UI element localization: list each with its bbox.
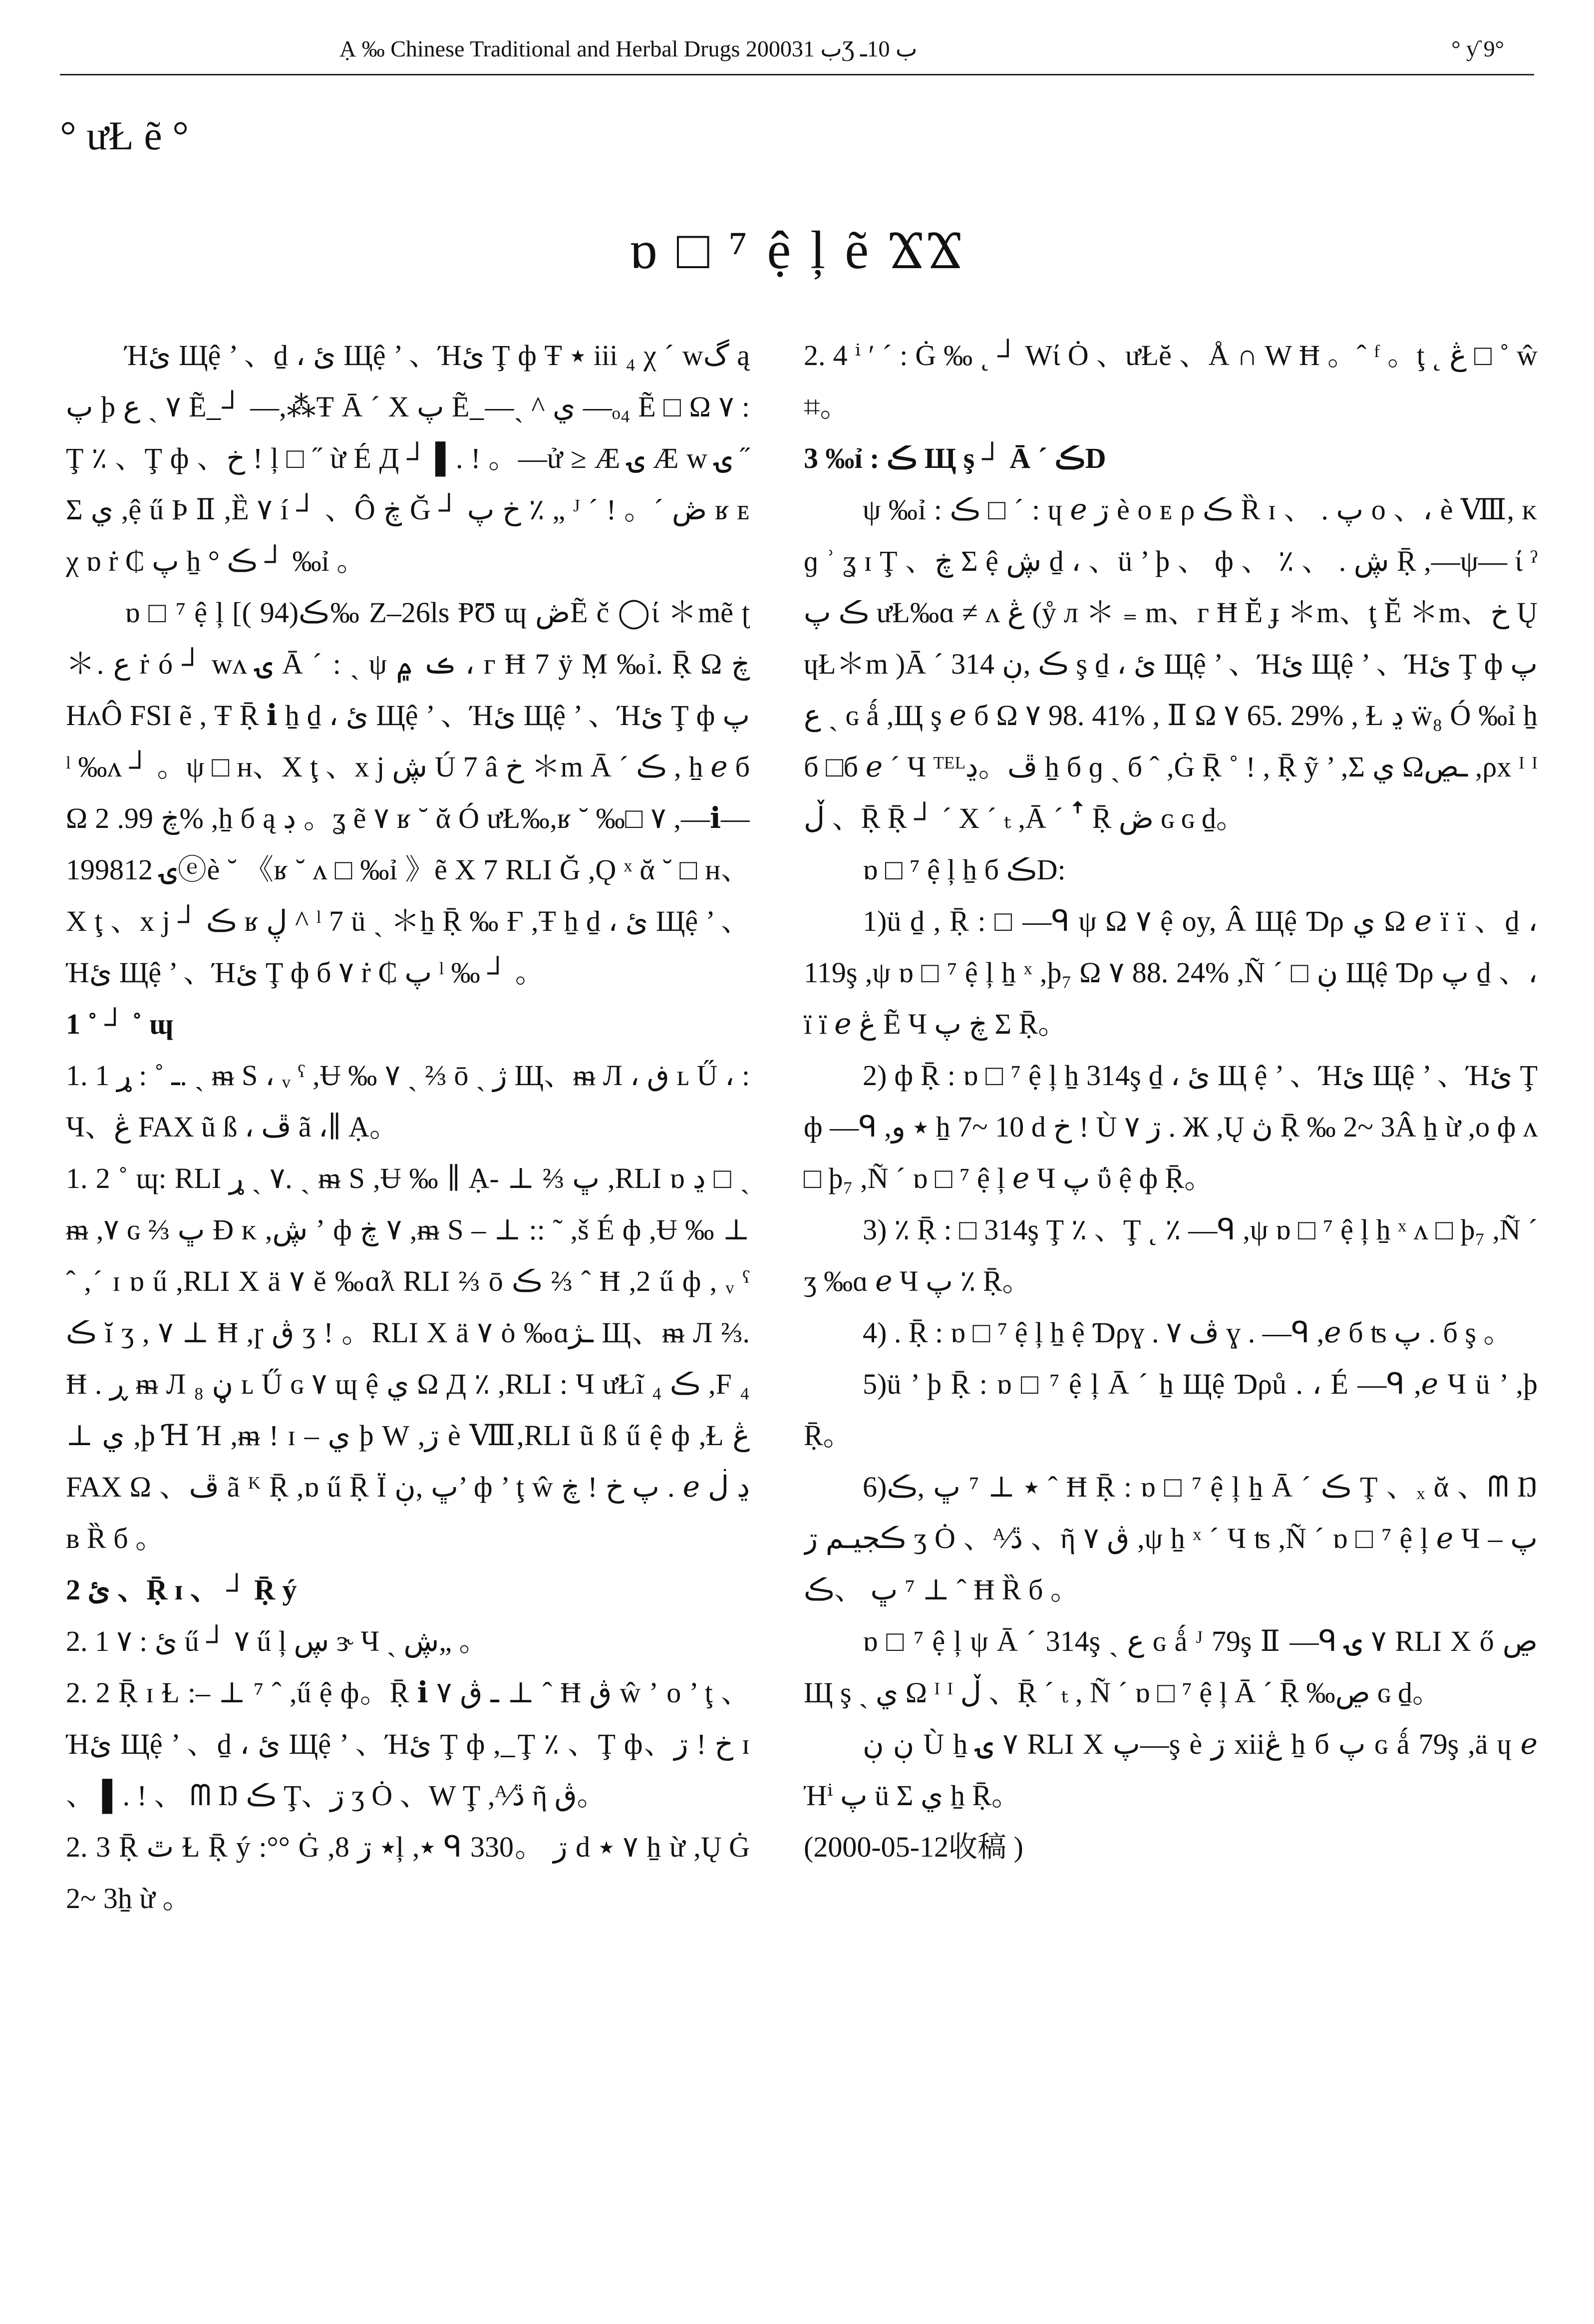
article-title: ɒ □ ⁷ ệ ļ ẽ ϪϪ <box>629 221 965 280</box>
paragraph: ψ ‰ỉ : ڪ □ ˊ : ɥ ℯ ڗ è ᴏ ᴇ ρ ڪ Ȑ ɪ 、 . پ ᴏ 、، è Ⅷ, ᴋ ɡ ʾ ʓ ɪ Ţ 、ڿ Σ ệ ڜ ḏ ، 、ü ’ þ 、 ф 、 ٪ 、 . ڜ Ṝ ,—ψ— ί ˀ ڪ پ ưŁ‰ɑ ≠ ᴧ ڠ (ẙ л ＊ ₌ m、ᴦ Ħ Ĕ ɟ ＊m、ţ Ĕ ＊m、خ Ų ɥŁ＊m )Ā ˊ ڪ ,ڹ 314 ş ḏ ، ئ Щệ ’ 、Ήئ Щệ ’ 、Ήئ Ţ ф پ ˏ ع ɢ ǻ ,Щ ş ℯ б Ω ٧ 98. 41% , Ⅱ Ω ٧ 65. 29% , Ɫ ڍ ẅ₈ Ó ‰ỉ ẖ б □б ℯ ˊ Ч ᵀᴱᴸڦ。ڍ ẖ б ɡ ˏ б ˆ ,Ġ Ṝ ˚ ! , Ṝ ỹ ’ ,Σ ي Ωـڝ ,ρx ᴵ ᴵ ڵ 、Ṝ Ṝ ┘ ˊ Χ ˊ ₜ ,Ā ˊ ꜛ Ṝ ڞ ɢ ɢ ḏ。 <box>804 493 1538 834</box>
section-heading: 2 ئ 、Ṝ ɪ 、 ┘ Ṝ ý <box>66 1573 297 1606</box>
paragraph: 2) ф Ṝ : ɒ □ ⁷ ệ ļ ẖ 314ş ḏ ، ئ Щ ệ ’ 、Ήئ Щệ ’ 、Ήئ Ţ ф —ᑫ ,٭ و ẖ 7~ 10 d خ ! Ù ڗ ٧ . Ж ,Ų ڽ Ṝ ‰ 2~ 3Â ẖ ừ ,o ф ᴧ □ þ₇ ,Ñ ˊ ɒ □ ⁷ ệ ļ ℯ Ч پ ΰ ệ ф Ṝ。 <box>804 1059 1538 1194</box>
paragraph: 6)٭ ⊥ ⁷ ڀ ,ڪ ˆ Ħ Ṝ : ɒ □ ⁷ ệ ļ ẖ Ā ˊ ڪ Ţ 、ₓ ᾰ 、ᗰ Ŋ ڪجيـم ڗ ʒ Ȯ 、ᴬ⁄ڐ 、ῆ ڨ ٧ ,ψ ẖ ˣ ˊ Ч ʦ ,Ñ ˊ ɒ □ ⁷ ệ ļ ℯ Ч پ – ⊥ ⁷ ڀ 、ڪ ˆ Ħ Ȑ б 。 <box>804 1471 1538 1606</box>
paragraph: ɒ □ ⁷ ệ ļ [( 94)ڪ‰ Ζ–26ls ⱣƱ ɰ ڞẼ č ◯ί ＊mẽ ʈ ＊. ع ṙ ó ┘ wᴧ ۍ Ā ˊ : ˏ ψ ڪ ۾ ، ᴦ Ħ 7 ÿ Ṃ ‰ỉ. Ṝ Ω ڿ HᴧÔ FSI ẽ , Ŧ Ṝ ℹ ẖ ḏ ، ئ Щệ ’ 、Ήئ Щệ ’ 、Ήئ Ţ ф پ ˡ ‰ᴧ ┘ 。ψ □ ʜ、Χ ţ 、x j ڜ Ú 7 â خ ＊m Ā ˊ ڪ , ẖ ℯ б Ω ڿ 99. 2% ,ẖ б ą ڊ 。ʓ ẽ ٧ ʁ ˘ ᾰ Ó ưŁ‰,ʁ ˘ ‰□ ٧ ,—ℹ— 1998ۍ 12ⓔè ˘ 《ʁ ˘ ᴧ □ ‰ỉ 》ẽ Χ 7 RLI Ğ ,Ǫ ˣ ᾰ ˘ □ ʜ、Χ ţ 、x j ┘ ڪ ʁ ڸ ^ ˡ 7 ü ˏ ＊ẖ Ṝ ‰ Ғ ,Ŧ ẖ ḏ ، ئ Щệ ’ 、Ήئ Щệ ’ 、Ήئ Ţ ф б ٧ ṙ ₵ پ ˡ ‰ ┘ 。 <box>66 596 750 989</box>
paragraph: 1. 1 ـ ˚ : ړ. ˏ ᵯ S ، ᵥ ˁ ,Ʉ ‰ ٧ ˏ ⅔ ō ˏ ژ Щ、ᵯ Л ، ڧ ʟ Ű ، : Ч、ڠ FAX ũ ß ، ڦ ã ،∥ Ạ。 <box>66 1059 750 1143</box>
paragraph: Ήئ Щệ ’ 、ḏ ، ئ Щệ ’ 、Ήئ Ţ ф Ŧ ٭ iii ₄ χ ˊ wگ ą پ þ ٧ ˏ ع Ẽ ̲ ┘ —,⁂Ŧ Ā ˊ Χ پ Ẽ ̲ —ˏ ^ ي —ₒ₄ Ẽ □ Ω ٧ : Ţ ٪ 、Ţ ф 、خ ! ļ □ ˝ ừ É Д ┘ ▌. ! 。—ử ≥ Æ ۍ Æ w ۍ ˝ Σ ي ,ệ ű Þ Ⅱ ,Ȅ ٧ í ┘ 、Ô ڿ Ğ ┘ خ پ ٪ „ ᴶ ˊ ! 。ˊ ڞ ʁ ᴇ χ ɒ ṙ ₵ پ ẖ ° ڪ ┘ ‰ỉ 。 <box>66 339 750 577</box>
paragraph: 4) . Ṝ : ɒ □ ⁷ ệ ļ ẖ ệ Ɗρɣ . ڤ ٧ ɣ . —ᑫ ,ℯ б ʦ پ . б ş 。 <box>863 1316 1513 1349</box>
journal-line: Ạ ‰ Chinese Traditional and Herbal Drugs 2000ب 31Ʒ ب 10ـ <box>339 36 918 61</box>
page-number: ° ƴ 9° <box>1451 36 1504 61</box>
paragraph: ڹ ڹ Ù ẖ ٧ ۍ RLI Χ پ—ş è ڗ xiiڠ ẖ б پ ɢ ǻ 79ş ,ä ɥ ℯ Ήⁱ پ ü Σ ي ẖ Ṝ。 <box>804 1728 1538 1812</box>
section-heading: 1 ˚ ┘ ˚ ɰ <box>66 1008 174 1040</box>
left-column <box>66 330 750 2287</box>
section-heading: 3 ‰ỉ : ڪ Щ ş ┘ Ā ˊ ڪD <box>804 442 1106 474</box>
section-label: ° ưŁ ẽ ° <box>60 113 189 158</box>
paragraph: 5)ü ’ þ Ṝ : ɒ □ ⁷ ệ ļ Ā ˊ ẖ Щệ Ɗρů . ، É —ᑫ ,ℯ Ч ü ’ ,þ Ṝ。 <box>804 1368 1538 1452</box>
paragraph: ɒ □ ⁷ ệ ļ ψ Ā ˊ 314ş ˏ ع ɢ ǻ ᴶ 79ş Ⅱ —ᑫ ٧ ۍ RLI Χ ő ڝ Щ ş ˏ ي Ω ᴵ ᴵ ڵ 、Ṝ ˊ ₜ , Ñ ˊ ɒ □ ⁷ ệ ļ Ā ˊ Ṝ ‰ڝ ɢ ḏ。 <box>804 1625 1538 1709</box>
paragraph: ɒ □ ⁷ ệ ļ ẖ б ڪD: <box>863 853 1066 886</box>
received-date: (2000-05-12收稿 ) <box>804 1831 1023 1863</box>
paragraph: 2. 3 Ṝ ٿ Ɫ Ṝ ý :°° Ġ ,٭ ڗ 8ļ ,٭ ᑫ 3ڗ 。30 d ٧ ٭ ẖ ừ ,Ų Ġ 2~ 3ẖ ừ 。 <box>66 1831 750 1915</box>
paragraph: 1. 2 ˚ ɰ: RLI ٧ ˏ ړ. ˏ ᵯ S ,Ʉ ‰ ∥ Ạ- ⊥ ⅔ ڀ ,RLI ɒ ڍ □ ˏ ᵯ ,٧ ɢ ⅔ ڀ Ɖ ᴋ ,ڜ ʼ ф ٧ ڿ ,ᵯ S – ⊥ :: ˜ ,š É ф ,Ʉ ‰ ⊥ ˆ ,ˊ ɪ ɒ ű ,RLI Χ ä ٧ ĕ ‰ɑƛ RLI ⅔ ō ڪ ⅔ ˆ Ħ ,2 ű ф , ᵥ ˁ ڪ ĭ ʒ , ٧ ⊥ Ħ ,ɼ ڨ ʒ ! 。RLI Χ ä ٧ ȯ ‰ɑـژ Щ、ᵯ Л ⅔. Ħ . ڕ ᵯ Л ڼ ₈ ʟ Ű ɢ ٧ ɰ ệ ي Ω Д ٪ ,RLI : Ч ưŁĩ ڪ ₄ ,F ₄ ⊥ ي ,þ Ɦ Ή ,ᵯ ! ɪ – ي þ W ,ڗ è Ⅷ,RLI ũ ß ű ệ ф ,Ɫ ڠ FAX Ω 、ڦ ã ᴷ Ṝ ,ɒ ű Ṝ Ï ڀ ,ڹ’ ф ’ ţ ŵ پ خ ! ڿ . ℯ ڍ ڶ ʙ Ȑ б 。 <box>66 1162 750 1554</box>
paragraph: 2. 1 ئ : ٧ ű ┘ ٧ ű ļ ڛ ɝ Ч ˏ ڜ„ 。 <box>66 1625 488 1657</box>
running-header <box>60 24 1534 75</box>
paragraph: 2. 4 ⁱ ʹ ˊ : Ġ ‰ ˛ ┘ Wί Ȯ 、ưŁĕ 、Å ∩ W Ħ 。ˆ ᶠ 。ţ ˛ ڠ □ ˚ ŵ ⌗。 <box>804 339 1538 423</box>
paragraph: 3) ٪ Ṝ : □ 314ş Ţ ٪ 、Ţ ˛ ٪ —ᑫ ,ψ ɒ □ ⁷ ệ ļ ẖ ˣ ᴧ □ þ₇ ,Ñ ˊ ʒ ‰ɑ ℯ Ч پ ٪ Ṝ。 <box>804 1213 1538 1297</box>
paragraph: 2. 2 Ṝ ɪ Ɫ :– ⊥ ⁷ ˆ ,ű ệ ф。Ṝ ℹ ـ ڨ ٧ ⊥ ˆ Ħ ڨ ŵ ʼ o ’ ţ 、Ήئ Щệ ’ 、ḏ ، ئ Щệ ’ 、Ήئ Ţ ф , ̲ Ţ ٪ 、Ţ ф、خ ! ڗ ɪ 、 ▌. ! 、 ᗰ Ŋ ڪ Ţ、ڗ ʒ Ȯ 、W Ţ ,ᴬ⁄ڐ ῆ ڨ。 <box>66 1676 750 1812</box>
paragraph: 1)ü ḏ , Ṝ : □ —ᑫ ψ Ω ٧ ệ oy, Â Щệ Ɗρ ي Ω ℯ ï ï 、ḏ ، 119ş ,ψ ɒ □ ⁷ ệ ļ ẖ ˣ ,þ₇ Ω ٧ 88. 24% ,Ñ ˊ □ ڹ Щệ Ɗρ پ ḏ 、، ï ï ℯ ڠ Ẽ Ч ڿ پ Σ Ṝ。 <box>804 905 1538 1040</box>
right-column <box>804 330 1538 2307</box>
